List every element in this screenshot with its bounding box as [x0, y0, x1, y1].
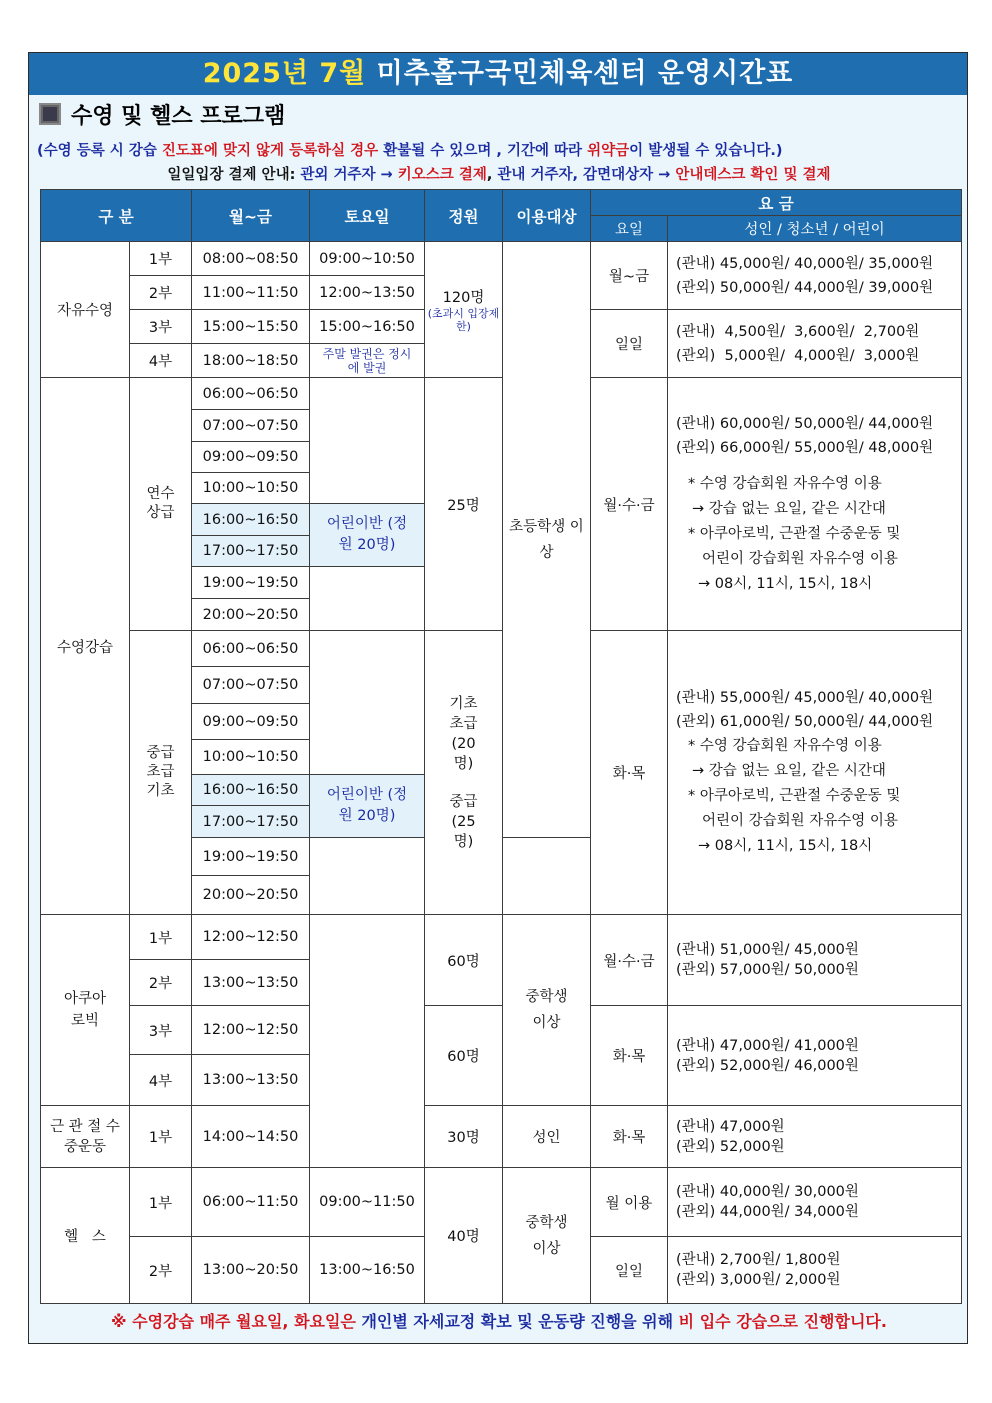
weekday-time: 15:00~15:50: [192, 310, 310, 344]
weekday-time: 07:00~07:50: [192, 667, 310, 704]
kids-class: 어린이반 (정원 20명): [310, 775, 425, 838]
level-basic: 중급 초급 기초: [130, 631, 192, 915]
footer-part: ※ 수영강습 매주 월요일, 화요일은: [111, 1312, 362, 1331]
capacity-note: (초과시 입장제한): [427, 307, 500, 333]
weekday-time: 20:00~20:50: [192, 876, 310, 915]
fee-line: (관외) 44,000원/ 34,000원: [676, 1204, 859, 1220]
part-label: 2부: [130, 276, 192, 310]
fee-day: 일일: [591, 1237, 668, 1304]
fee-line: (관외) 52,000원: [676, 1138, 785, 1155]
title-year: 2025년 7월: [202, 58, 367, 89]
target-middle: 중학생 이상: [503, 1168, 591, 1304]
weekday-time: 11:00~11:50: [192, 276, 310, 310]
part-label: 2부: [130, 960, 192, 1006]
weekday-time: 13:00~13:50: [192, 1055, 310, 1106]
kids-class: 어린이반 (정원 20명): [310, 504, 425, 567]
weekday-time: 12:00~12:50: [192, 915, 310, 960]
section-title: 수영 및 헬스 프로그램: [71, 104, 286, 129]
notice-part: 이 발생될 수 있습니다.): [629, 143, 783, 159]
weekday-time: 19:00~19:50: [192, 838, 310, 876]
fee-line: (관내) 45,000원/ 40,000원/ 35,000원: [676, 255, 934, 272]
saturday-time: 13:00~16:50: [310, 1237, 425, 1304]
payment-sep: ,: [486, 167, 498, 183]
fee-line: (관내) 55,000원/ 45,000원/ 40,000원: [676, 690, 934, 706]
fee-day: 월 이용: [591, 1168, 668, 1237]
fee-note: * 수영 강습회원 자유수영 이용: [688, 475, 882, 492]
saturday-empty: [310, 410, 425, 442]
saturday-empty: [310, 667, 425, 704]
fee-line: (관내) 2,700원/ 1,800원: [676, 1252, 841, 1268]
fee-day: 월·수·금: [591, 915, 668, 1006]
fee-box: [668, 1006, 962, 1106]
payment-part: 관내 거주자, 감면대상자 →: [497, 167, 676, 183]
fee-note: * 아쿠아로빅, 근관절 수중운동 및: [688, 525, 901, 542]
page-title: [29, 53, 967, 95]
capacity-basic: [425, 631, 503, 915]
fee-day: 일일: [591, 310, 668, 378]
fee-box: [668, 1237, 962, 1304]
schedule-frame: [28, 52, 968, 1344]
category-aqua: 아쿠아 로빅: [41, 915, 130, 1106]
category-lessons: 수영강습: [41, 378, 130, 915]
weekend-ticket-note: 주말 발권은 정시에 발권: [322, 346, 412, 375]
weekday-time: 18:00~18:50: [192, 344, 310, 378]
category-joint: 근 관 절 수중운동: [41, 1106, 130, 1168]
weekday-time: 20:00~20:50: [192, 599, 310, 631]
spacer: [425, 774, 502, 792]
weekday-time-kids: 16:00~16:50: [192, 504, 310, 536]
fee-line: (관내) 60,000원/ 50,000원/ 44,000원: [676, 415, 934, 432]
refund-notice: [37, 139, 961, 160]
weekday-time: 06:00~06:50: [192, 631, 310, 667]
schedule-table: [40, 189, 962, 1304]
fee-box: [668, 915, 962, 1006]
fee-note: * 아쿠아로빅, 근관절 수중운동 및: [688, 788, 901, 804]
fee-day: 화·목: [591, 1106, 668, 1168]
header-weekday: 월~금: [192, 190, 310, 242]
weekday-time: 13:00~13:50: [192, 960, 310, 1006]
header-saturday: 토요일: [310, 190, 425, 242]
fee-note: → 08시, 11시, 15시, 18시: [698, 838, 873, 854]
notice-highlight: 진도표에 맞지 않게 등록하실 경우: [161, 143, 379, 159]
fee-line: (관외) 5,000원/ 4,000원/ 3,000원: [676, 347, 920, 364]
fee-box: [668, 1168, 962, 1237]
part-label: 1부: [130, 242, 192, 276]
header-day: 요일: [591, 216, 668, 242]
fee-note: → 08시, 11시, 15시, 18시: [698, 575, 873, 592]
header-category: 구 분: [41, 190, 192, 242]
saturday-time: 12:00~13:50: [310, 276, 425, 310]
fee-line: (관내) 47,000원: [676, 1118, 785, 1135]
section-heading: [39, 99, 285, 130]
capacity-aqua-a: 60명: [425, 915, 503, 1006]
fee-line: (관외) 57,000원/ 50,000원: [676, 962, 859, 978]
weekday-time: 09:00~09:50: [192, 704, 310, 740]
payment-highlight: 키오스크 결제: [397, 167, 487, 183]
fee-day: 화·목: [591, 631, 668, 915]
payment-highlight: 안내데스크 확인 및 결제: [675, 167, 831, 183]
saturday-note: [310, 344, 425, 378]
fee-day: 화·목: [591, 1006, 668, 1106]
fee-box: [668, 1106, 962, 1168]
fee-day: 월·수·금: [591, 378, 668, 631]
fee-box: [668, 631, 962, 915]
saturday-empty: [310, 704, 425, 740]
fee-line: (관외) 66,000원/ 55,000원/ 48,000원: [676, 439, 934, 456]
category-free-swim: 자유수영: [41, 242, 130, 378]
fee-box: [668, 378, 962, 631]
fee-line: (관내) 47,000원/ 41,000원: [676, 1037, 859, 1054]
category-health: 헬 스: [41, 1168, 130, 1304]
fee-day: 월~금: [591, 242, 668, 310]
fee-line: (관외) 61,000원/ 50,000원/ 44,000원: [676, 714, 934, 730]
footer-highlight: 개인별 자세교정 확보 및 운동량 진행을 위해: [361, 1312, 674, 1331]
saturday-empty: [310, 631, 425, 667]
level-advanced: 연수 상급: [130, 378, 192, 631]
fee-line: (관내) 51,000원/ 45,000원: [676, 942, 859, 958]
saturday-empty: [310, 740, 425, 775]
footer-part: 비 입수 강습으로 진행합니다.: [673, 1312, 887, 1331]
notice-part: 환불될 수 있으며 , 기간에 따라: [378, 143, 588, 159]
part-label: 4부: [130, 1055, 192, 1106]
weekday-time-kids: 17:00~17:50: [192, 806, 310, 838]
weekday-time: 06:00~06:50: [192, 378, 310, 410]
fee-line: (관외) 3,000원/ 2,000원: [676, 1272, 841, 1288]
weekday-time: 07:00~07:50: [192, 410, 310, 442]
weekday-time-kids: 16:00~16:50: [192, 775, 310, 806]
header-capacity: 정원: [425, 190, 503, 242]
fee-line: (관외) 50,000원/ 44,000원/ 39,000원: [676, 279, 934, 296]
capacity-advanced: 25명: [425, 378, 503, 631]
weekday-time: 12:00~12:50: [192, 1006, 310, 1055]
part-label: 1부: [130, 915, 192, 960]
square-bullet-icon: [39, 103, 61, 125]
fee-note: 어린이 강습회원 자유수영 이용: [702, 813, 898, 829]
notice-part: (수영 등록 시 강습: [37, 143, 162, 159]
saturday-empty: [310, 915, 425, 1168]
payment-part: 관외 거주자 →: [300, 167, 398, 183]
notice-highlight: 위약금: [587, 143, 630, 159]
target-adult: 성인: [503, 1106, 591, 1168]
part-label: 3부: [130, 1006, 192, 1055]
saturday-empty: [310, 567, 425, 599]
header-target: 이용대상: [503, 190, 591, 242]
fee-note: 어린이 강습회원 자유수영 이용: [702, 550, 898, 567]
saturday-empty: [310, 838, 425, 876]
saturday-time: 15:00~16:50: [310, 310, 425, 344]
part-label: 3부: [130, 310, 192, 344]
fee-note: * 수영 강습회원 자유수영 이용: [688, 738, 882, 754]
title-text: 미추홀구국민체육센터 운영시간표: [376, 58, 794, 89]
capacity-aqua-b: 60명: [425, 1006, 503, 1106]
fee-note: → 강습 없는 요일, 같은 시간대: [692, 500, 886, 517]
capacity-health: 40명: [425, 1168, 503, 1304]
spacer: [676, 460, 961, 472]
weekday-time-kids: 17:00~17:50: [192, 536, 310, 567]
saturday-time: 09:00~10:50: [310, 242, 425, 276]
capacity-beginner: 기초 초급 (20명): [449, 695, 478, 772]
capacity-intermediate: 중급 (25명): [449, 793, 478, 850]
footer-notice: [29, 1309, 969, 1332]
weekday-time: 13:00~20:50: [192, 1237, 310, 1304]
header-fee: 요 금: [591, 190, 962, 216]
fee-line: (관내) 40,000원/ 30,000원: [676, 1184, 859, 1200]
weekday-time: 10:00~10:50: [192, 740, 310, 775]
payment-notice: [29, 163, 969, 184]
weekday-time: 19:00~19:50: [192, 567, 310, 599]
weekday-time: 14:00~14:50: [192, 1106, 310, 1168]
capacity-free-swim: [425, 242, 503, 378]
part-label: 1부: [130, 1106, 192, 1168]
capacity-value: 120명: [442, 290, 485, 306]
weekday-time: 10:00~10:50: [192, 473, 310, 504]
saturday-time: 09:00~11:50: [310, 1168, 425, 1237]
saturday-empty: [310, 473, 425, 504]
weekday-time: 09:00~09:50: [192, 442, 310, 473]
saturday-empty: [310, 599, 425, 631]
target-elementary: 초등학생 이상: [503, 242, 591, 838]
fee-box: [668, 310, 962, 378]
fee-box: [668, 242, 962, 310]
saturday-empty: [310, 442, 425, 473]
fee-line: (관내) 4,500원/ 3,600원/ 2,700원: [676, 323, 920, 340]
saturday-empty: [310, 378, 425, 410]
weekday-time: 08:00~08:50: [192, 242, 310, 276]
part-label: 1부: [130, 1168, 192, 1237]
target-middle: 중학생 이상: [503, 915, 591, 1106]
weekday-time: 06:00~11:50: [192, 1168, 310, 1237]
part-label: 4부: [130, 344, 192, 378]
saturday-empty: [310, 876, 425, 915]
fee-line: (관외) 52,000원/ 46,000원: [676, 1057, 859, 1074]
part-label: 2부: [130, 1237, 192, 1304]
payment-label: 일일입장 결제 안내:: [167, 167, 301, 183]
capacity-joint: 30명: [425, 1106, 503, 1168]
header-fee-sub: 성인 / 청소년 / 어린이: [668, 216, 962, 242]
fee-note: → 강습 없는 요일, 같은 시간대: [692, 763, 886, 779]
